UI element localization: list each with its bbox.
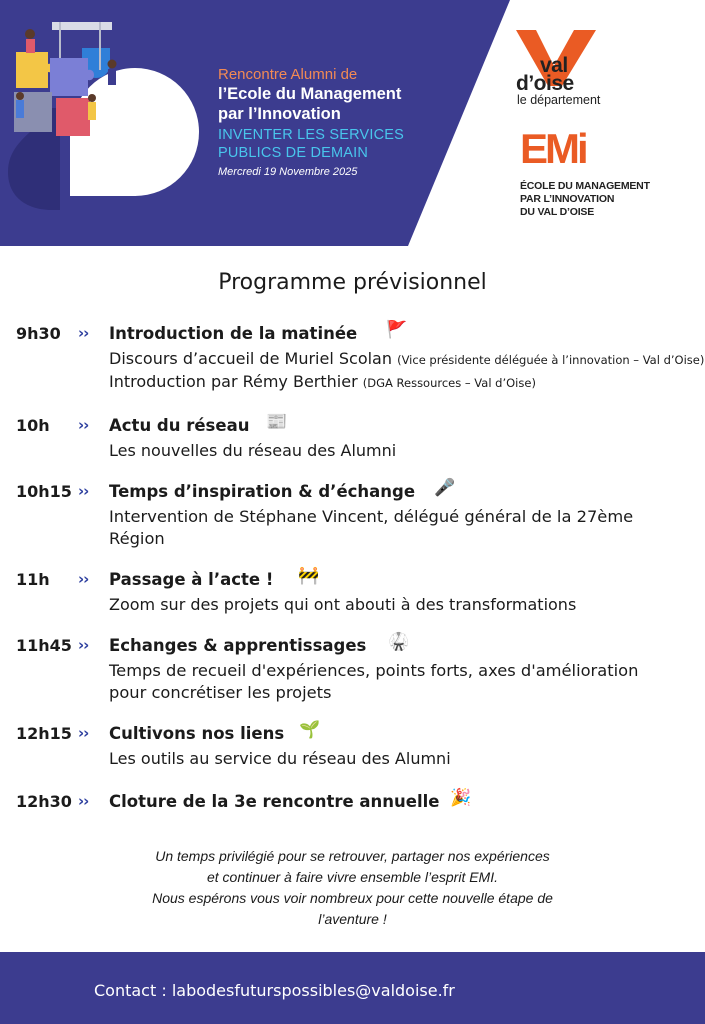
emi-logo-line: ÉCOLE DU MANAGEMENT: [520, 180, 650, 192]
program-item-desc: Intervention de Stéphane Vincent, délégué général de la 27ème Région: [109, 507, 634, 548]
program-item-title: Introduction de la matinée: [109, 324, 358, 343]
valdoise-logo: [516, 30, 656, 110]
program-time: 11h45: [16, 636, 72, 655]
program-item-desc: Les outils au service du réseau des Alumni: [109, 749, 451, 768]
microphone-icon: 🎤: [434, 478, 456, 498]
event-title-line2: l’Ecole du Management: [218, 85, 402, 103]
closing-line: Nous espérons vous voir nombreux pour cette nouvelle étape de: [152, 890, 553, 906]
double-chevron-icon: ››: [78, 636, 89, 654]
program-desc-note: (DGA Ressources – Val d’Oise): [362, 376, 536, 390]
program-item-1100: [16, 568, 696, 616]
program-desc-text: Introduction par Rémy Berthier: [109, 372, 363, 391]
party-popper-icon: 🎉: [450, 788, 472, 808]
closing-note: [60, 846, 645, 930]
program-item-title: Cultivons nos liens: [109, 724, 285, 743]
program-time: 10h15: [16, 482, 72, 501]
event-date: Mercredi 19 Novembre 2025: [218, 166, 358, 178]
program-time: 10h: [16, 416, 50, 435]
program-item-1000: [16, 414, 696, 462]
program-item-title: Temps d’inspiration & d’échange: [109, 482, 416, 501]
double-chevron-icon: ››: [78, 416, 89, 434]
program-item-title: Passage à l’acte !: [109, 570, 274, 589]
newspaper-icon: 📰: [266, 412, 288, 432]
double-chevron-icon: ››: [78, 724, 89, 742]
event-title-line1: Rencontre Alumni de: [218, 66, 358, 83]
valdoise-logo-doise: d’oise: [516, 72, 574, 95]
valdoise-logo-val: val: [540, 54, 568, 77]
emi-logo-line: DU VAL D’OISE: [520, 206, 595, 218]
construction-icon: 🚧: [298, 566, 320, 586]
event-subtitle-line1: INVENTER LES SERVICES: [218, 127, 405, 143]
program-item-desc: [109, 371, 696, 394]
program-item-1230: [16, 790, 696, 816]
program-title: Programme prévisionnel: [218, 270, 487, 295]
emi-logo-mark: EMi: [520, 125, 586, 172]
emi-logo-line: PAR L’INNOVATION: [520, 193, 615, 205]
program-item-desc: Les nouvelles du réseau des Alumni: [109, 441, 397, 460]
program-time: 12h15: [16, 724, 72, 743]
closing-line: l’aventure !: [318, 911, 387, 927]
double-chevron-icon: ››: [78, 482, 89, 500]
program-item-desc: Temps de recueil d'expériences, points forts, axes d'amélioration pour concrétiser les projets: [109, 661, 639, 702]
program-item-title: Echanges & apprentissages: [109, 636, 367, 655]
program-desc-text: Discours d’accueil de Muriel Scolan: [109, 349, 398, 368]
program-time: 9h30: [16, 324, 61, 343]
emi-logo: [520, 125, 670, 228]
flag-icon: 🚩: [386, 320, 408, 340]
program-item-1015: [16, 480, 696, 550]
program-item-1215: [16, 722, 696, 770]
closing-line: Un temps privilégié pour se retrouver, partager nos expériences: [155, 848, 550, 864]
program-time: 11h: [16, 570, 50, 589]
program-item-1145: [16, 634, 696, 704]
puzzle-illustration-icon: [0, 0, 132, 144]
event-title-line3: par l’Innovation: [218, 105, 341, 123]
program-list: [16, 320, 705, 816]
program-item-desc: Zoom sur des projets qui ont abouti à des transformations: [109, 595, 577, 614]
contact-footer: [0, 952, 705, 1024]
valdoise-logo-tagline: le département: [517, 93, 601, 107]
event-header-text: [218, 66, 458, 178]
event-subtitle-line2: PUBLICS DE DEMAIN: [218, 145, 369, 161]
closing-line: et continuer à faire vivre ensemble l’esprit EMI.: [206, 869, 498, 885]
seedling-icon: 🌱: [299, 720, 321, 740]
emi-logo-text: [520, 180, 650, 219]
program-time: 12h30: [16, 792, 72, 811]
program-item-desc: [109, 348, 705, 371]
program-item-title: Actu du réseau: [109, 416, 250, 435]
program-item-title: Cloture de la 3e rencontre annuelle: [109, 792, 440, 811]
double-chevron-icon: ››: [78, 570, 89, 588]
kimono-icon: 🥋: [388, 632, 410, 652]
program-item-0930: [16, 320, 705, 394]
program-desc-note: (Vice présidente déléguée à l’innovation – Val d’Oise): [397, 353, 705, 367]
contact-email-link[interactable]: Contact : labodesfuturspossibles@valdoise.fr: [94, 981, 455, 1000]
header-banner: [0, 0, 705, 246]
double-chevron-icon: ››: [78, 324, 89, 342]
double-chevron-icon: ››: [78, 792, 89, 810]
